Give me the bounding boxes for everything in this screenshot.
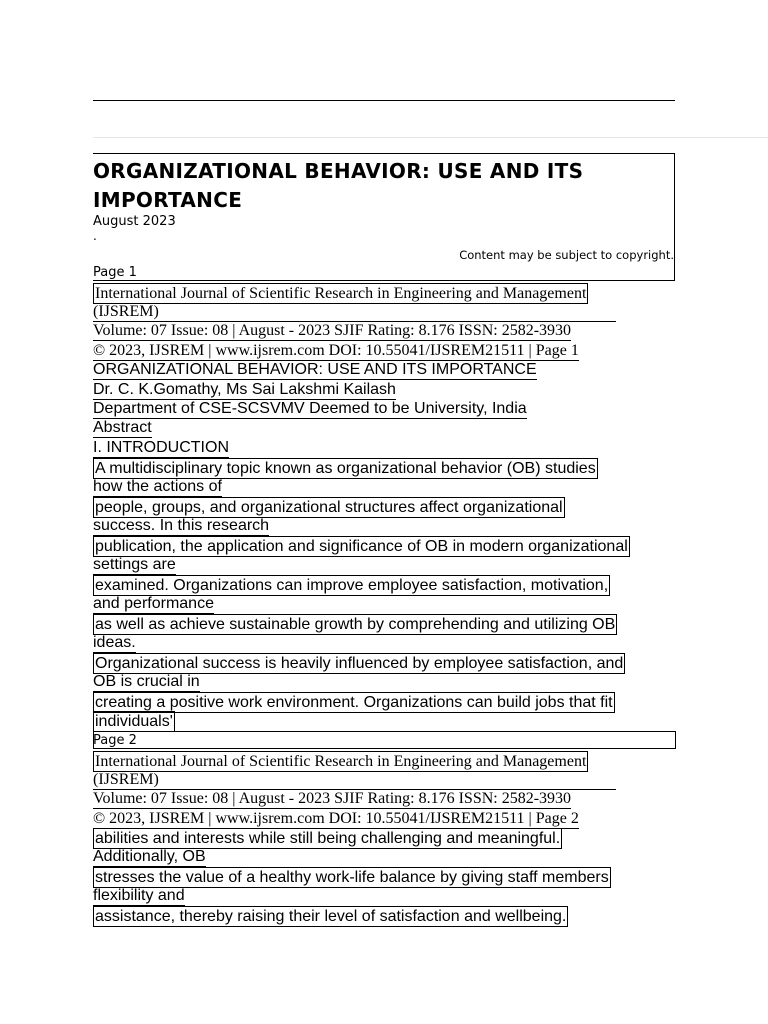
doi-line: © 2023, IJSREM | www.ijsrem.com DOI: 10.55041/IJSREM21511 | Page 2 [93, 810, 579, 827]
cover-title: ORGANIZATIONAL BEHAVIOR: USE AND ITS IMPORTANCE [93, 159, 584, 212]
volume-line: Volume: 07 Issue: 08 | August - 2023 SJIF Rating: 8.176 ISSN: 2582-3930 [93, 790, 572, 807]
top-divider [93, 100, 675, 101]
body-line: ideas. [93, 634, 136, 651]
volume-line: Volume: 07 Issue: 08 | August - 2023 SJIF Rating: 8.176 ISSN: 2582-3930 [93, 322, 572, 339]
journal-abbrev: (IJSREM) [93, 770, 616, 790]
body-line: publication, the application and significance of OB in modern organizational [95, 538, 628, 555]
body-line: examined. Organizations can improve employee satisfaction, motivation, [95, 577, 609, 594]
authors: Dr. C. K.Gomathy, Ms Sai Lakshmi Kailash [93, 381, 396, 398]
body-line: flexibility and [93, 887, 185, 904]
page-separator-box [93, 731, 676, 749]
journal-header: International Journal of Scientific Research in Engineering and Management [95, 753, 587, 770]
journal-abbrev: (IJSREM) [93, 302, 616, 322]
intro-heading: I. INTRODUCTION [93, 439, 229, 456]
body-line: people, groups, and organizational structures affect organizational [95, 499, 563, 516]
body-line: assistance, thereby raising their level of satisfaction and wellbeing. [95, 908, 567, 925]
page-label-2: Page 2 [93, 733, 137, 748]
body-line: OB is crucial in [93, 673, 200, 690]
faint-divider [93, 137, 768, 138]
abstract-heading: Abstract [93, 419, 152, 436]
body-line: how the actions of [93, 478, 222, 495]
body-line: as well as achieve sustainable growth by comprehending and utilizing OB [95, 616, 616, 633]
copyright-note: Content may be subject to copyright. [459, 248, 674, 262]
body-line: settings are [93, 556, 176, 573]
body-line: individuals' [95, 713, 173, 730]
body-line: Additionally, OB [93, 848, 206, 865]
body-line: and performance [93, 595, 214, 612]
cover-date: August 2023 [93, 214, 176, 229]
doi-line: © 2023, IJSREM | www.ijsrem.com DOI: 10.55041/IJSREM21511 | Page 1 [93, 342, 579, 359]
body-line: abilities and interests while still being challenging and meaningful. [95, 830, 561, 847]
department: Department of CSE-SCSVMV Deemed to be University, India [93, 400, 527, 417]
body-line: Organizational success is heavily influenced by employee satisfaction, and [95, 655, 624, 672]
body-line: A multidisciplinary topic known as organizational behavior (OB) studies [95, 460, 596, 477]
journal-header: International Journal of Scientific Research in Engineering and Management [95, 285, 587, 302]
body-line: creating a positive work environment. Organizations can build jobs that fit [95, 694, 613, 711]
paper-title: ORGANIZATIONAL BEHAVIOR: USE AND ITS IMPORTANCE [93, 361, 537, 378]
body-line: stresses the value of a healthy work-life balance by giving staff members [95, 869, 609, 886]
body-line: success. In this research [93, 517, 270, 534]
cover-dot: . [93, 229, 97, 243]
page-label-1: Page 1 [93, 265, 137, 280]
